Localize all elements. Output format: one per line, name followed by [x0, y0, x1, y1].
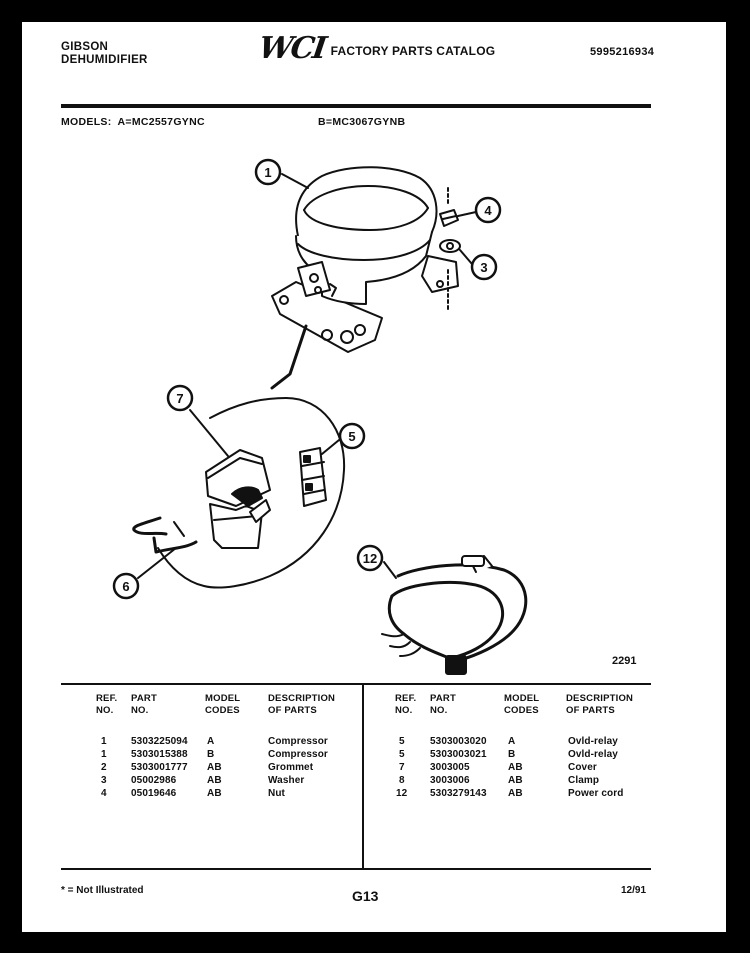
table-cell-desc: Compressor	[268, 749, 328, 760]
page-number: G13	[352, 888, 379, 904]
table-cell-desc: Clamp	[568, 775, 600, 786]
table-cell-desc: Nut	[268, 788, 285, 799]
callout-5: 5	[348, 429, 356, 444]
table-cell-ref: 2	[101, 762, 107, 773]
table-cell-desc: Power cord	[568, 788, 624, 799]
power-cord-drawing	[382, 556, 526, 674]
model-a: A=MC2557GYNC	[117, 116, 205, 128]
table-cell-code: AB	[508, 775, 523, 786]
table-cell-ref: 1	[101, 736, 107, 747]
table-cell-desc: Ovld-relay	[568, 736, 618, 747]
table-cell-desc: Grommet	[268, 762, 314, 773]
header-ref-left: REF. NO.	[96, 693, 118, 716]
table-cell-ref: 7	[399, 762, 405, 773]
table-cell-part: 3003006	[430, 775, 470, 786]
table-cell-ref: 4	[101, 788, 107, 799]
table-cell-code: AB	[207, 775, 222, 786]
header-desc-left: DESCRIPTION OF PARTS	[268, 693, 336, 716]
callout-4: 4	[484, 203, 492, 218]
table-cell-desc: Compressor	[268, 736, 328, 747]
model-b: B=MC3067GYNB	[318, 116, 406, 128]
catalog-title: FACTORY PARTS CATALOG	[330, 44, 496, 58]
table-bottom-rule	[61, 868, 651, 870]
table-cell-code: A	[207, 736, 215, 747]
callout-3: 3	[480, 260, 488, 275]
table-cell-desc: Cover	[568, 762, 597, 773]
callout-7: 7	[176, 391, 184, 406]
header-desc-right: DESCRIPTION OF PARTS	[566, 693, 634, 716]
not-illustrated-note: * = Not Illustrated	[61, 885, 144, 896]
callout-6: 6	[122, 579, 130, 594]
logo-mark: WCI	[256, 31, 328, 66]
table-cell-part: 05019646	[131, 788, 177, 799]
header-codes-left: MODEL CODES	[205, 693, 241, 716]
table-cell-part: 5303279143	[430, 788, 487, 799]
header-part-left: PART NO.	[131, 693, 157, 716]
table-cell-part: 5303003021	[430, 749, 487, 760]
table-cell-code: A	[508, 736, 516, 747]
table-cell-code: AB	[508, 788, 523, 799]
table-cell-code: AB	[508, 762, 523, 773]
document-number: 5995216934	[590, 46, 655, 58]
table-cell-ref: 12	[396, 788, 408, 799]
table-cell-code: AB	[207, 788, 222, 799]
table-cell-desc: Washer	[268, 775, 305, 786]
table-divider	[362, 685, 364, 868]
product-type: DEHUMIDIFIER	[61, 54, 148, 66]
models-label: MODELS:	[61, 116, 112, 128]
table-cell-part: 05002986	[131, 775, 177, 786]
table-cell-part: 3003005	[430, 762, 470, 773]
table-cell-code: B	[207, 749, 215, 760]
illustration-code: 2291	[612, 655, 637, 667]
table-cell-desc: Ovld-relay	[568, 749, 618, 760]
table-cell-part: 5303003020	[430, 736, 487, 747]
header-codes-right: MODEL CODES	[504, 693, 540, 716]
header-part-right: PART NO.	[430, 693, 456, 716]
table-cell-ref: 8	[399, 775, 405, 786]
table-cell-ref: 5	[399, 736, 405, 747]
table-cell-part: 5303015388	[131, 749, 188, 760]
table-cell-part: 5303225094	[131, 736, 188, 747]
revision-date: 12/91	[621, 885, 647, 896]
compressor-drawing	[272, 167, 460, 352]
table-cell-ref: 1	[101, 749, 107, 760]
brand-name: GIBSON	[61, 41, 109, 53]
callout-12: 12	[362, 551, 378, 566]
table-top-rule	[61, 683, 651, 685]
table-cell-ref: 3	[101, 775, 107, 786]
table-cell-ref: 5	[399, 749, 405, 760]
table-cell-part: 5303001777	[131, 762, 188, 773]
table-cell-code: B	[508, 749, 516, 760]
table-cell-code: AB	[207, 762, 222, 773]
header-ref-right: REF. NO.	[395, 693, 417, 716]
relay-detail-drawing	[134, 398, 344, 588]
callout-1: 1	[264, 165, 272, 180]
